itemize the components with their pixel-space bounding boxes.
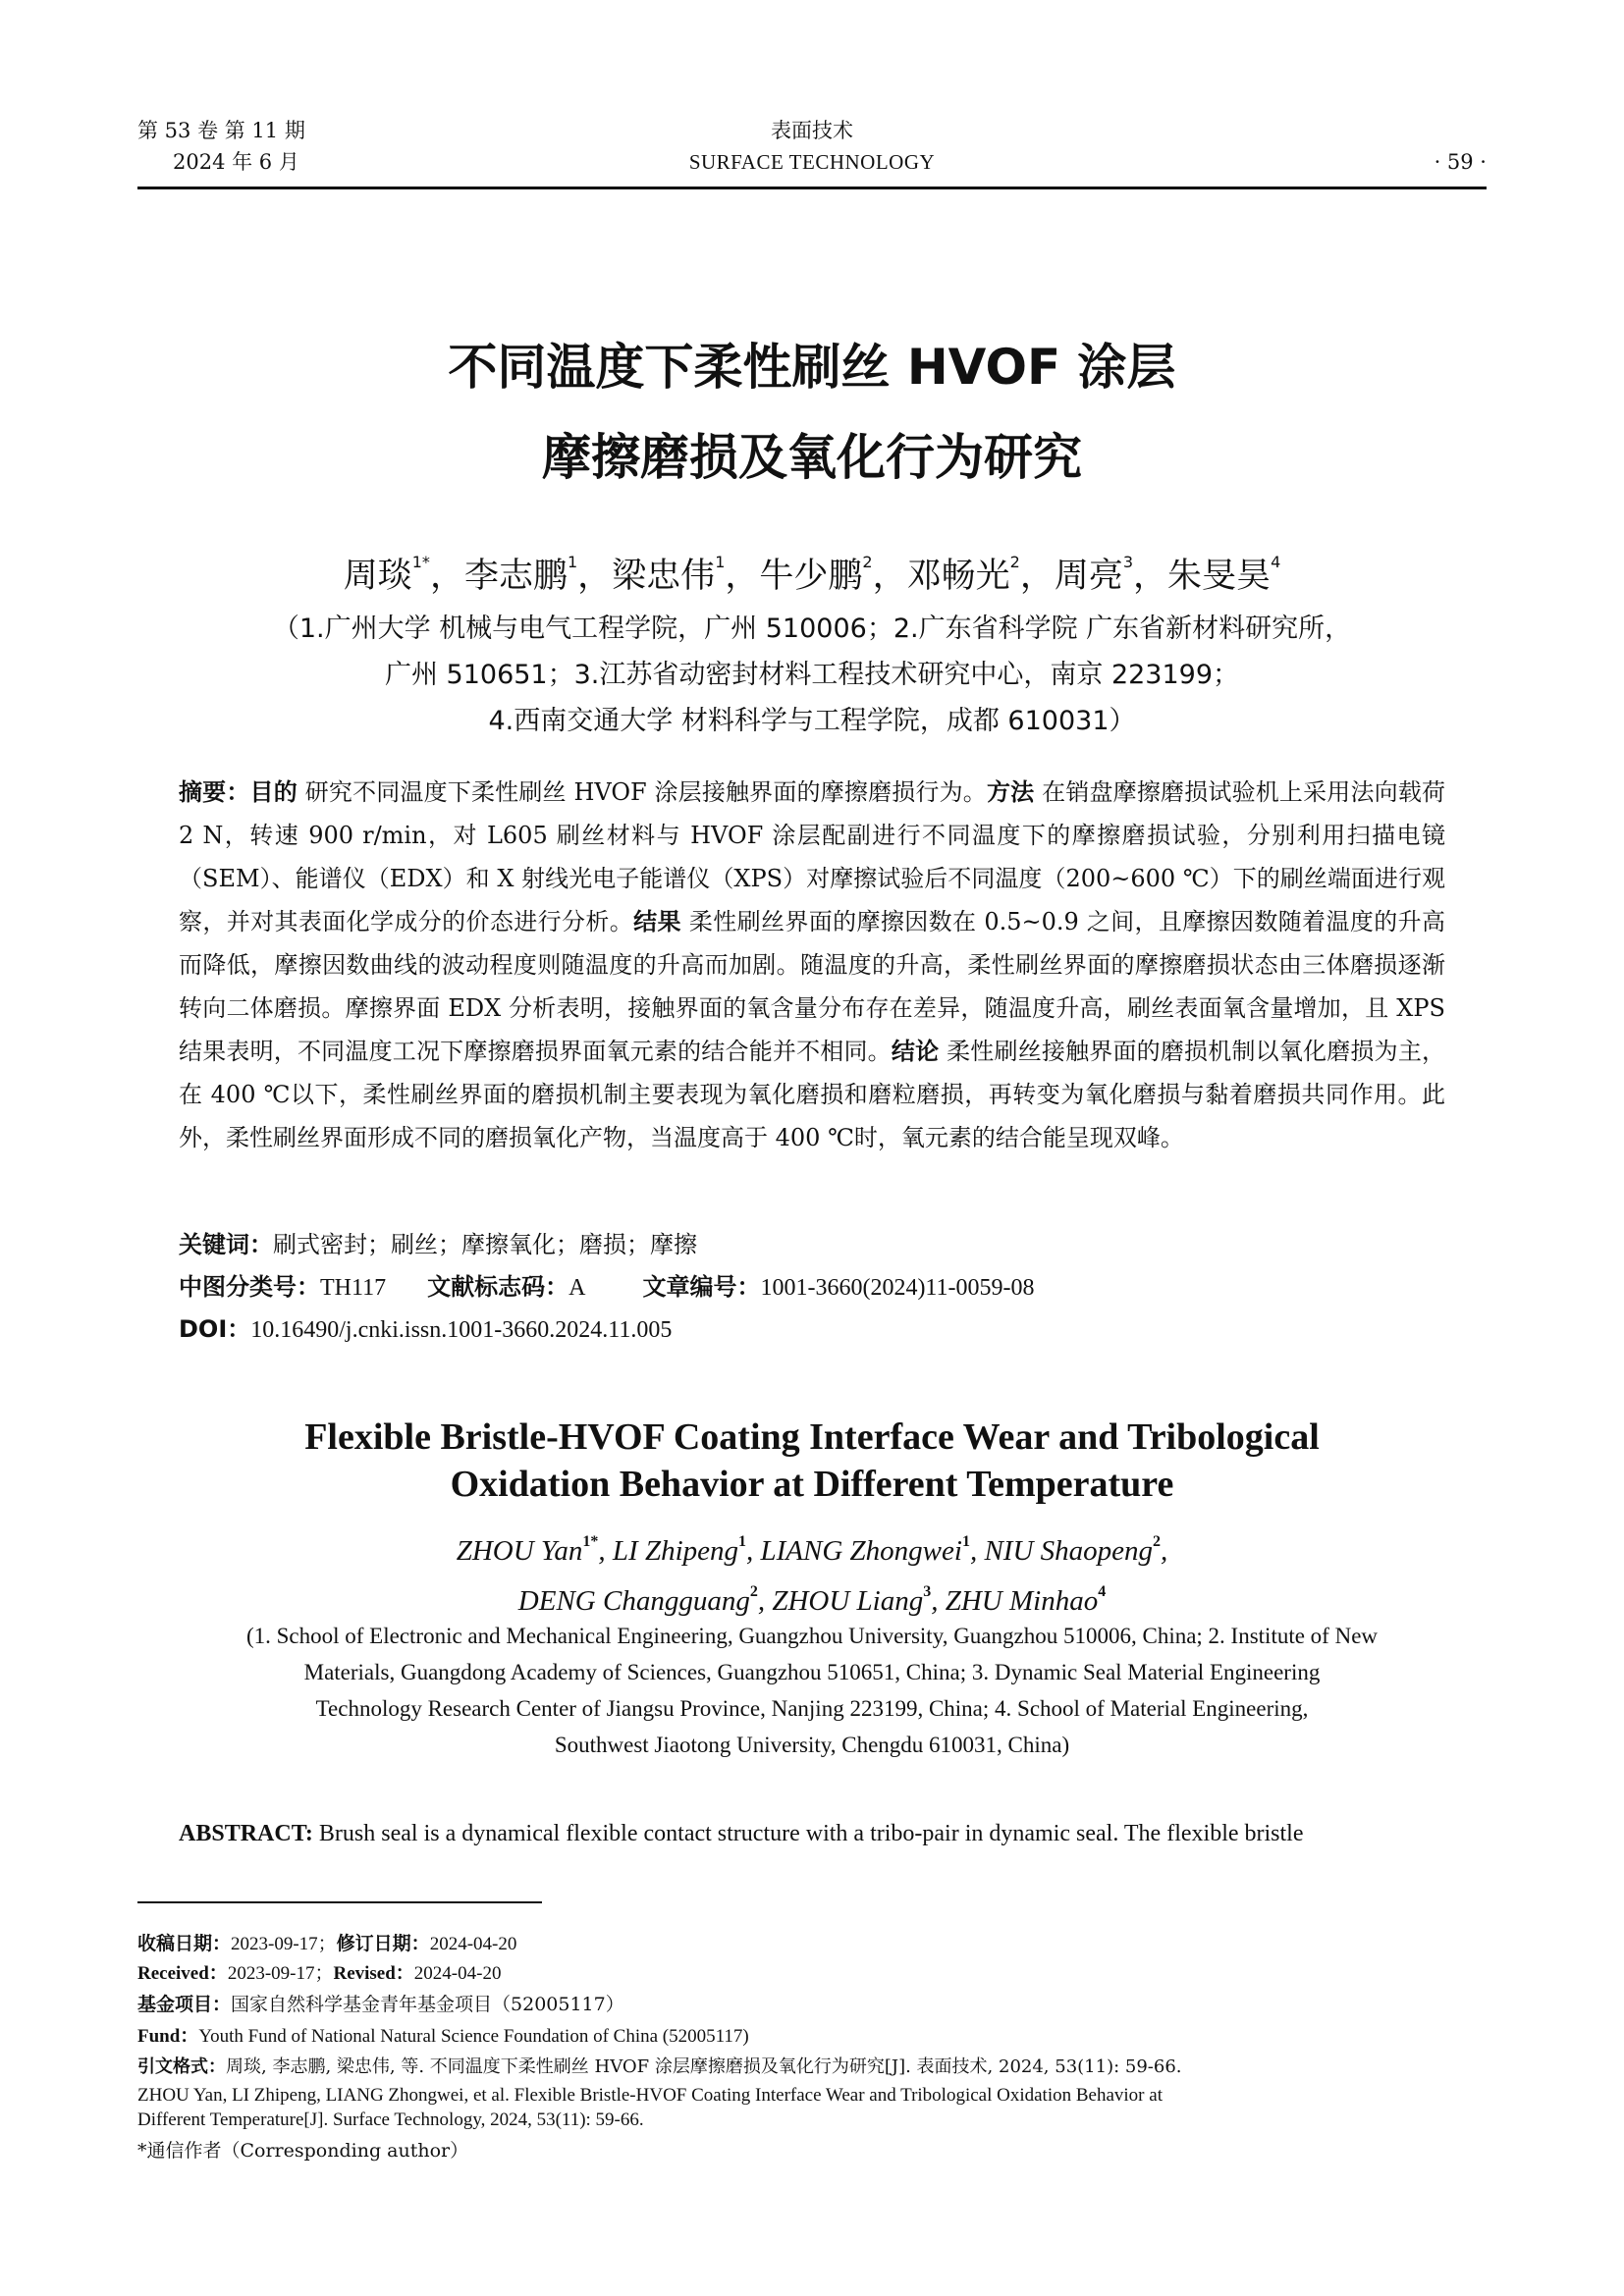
author-cn-name: 梁忠伟 (612, 557, 716, 596)
purpose-text: 研究不同温度下柔性刷丝 HVOF 涂层接触界面的摩擦磨损行为。 (297, 778, 987, 806)
running-header (137, 116, 1487, 194)
author-en-separator: , (1161, 1535, 1168, 1567)
author-cn-separator: ， (429, 557, 464, 596)
citation-en-line-1: ZHOU Yan, LI Zhipeng, LIANG Zhongwei, et al. Flexible Bristle-HVOF Coating Interface Wear and Tribological Oxidation Behavior at (137, 2085, 1163, 2106)
title-cn (0, 322, 1624, 503)
author-en-separator: , (969, 1535, 985, 1567)
citation-cn-text: 周琰, 李志鹏, 梁忠伟, 等. 不同温度下柔性刷丝 HVOF 涂层摩擦磨损及氧化行为研究[J]. 表面技术, 2024, 53(11): 59-66. (226, 2056, 1182, 2077)
conclusion-text: 柔性刷丝接触界面的磨损机制以氧化磨损为主，在 400 ℃以下，柔性刷丝界面的磨损机制主要表现为氧化磨损和磨粒磨损，再转变为氧化磨损与黏着磨损共同作用。此外，柔性刷丝界面形成不同的磨损氧化产物，当温度高于 400 ℃时，氧元素的结合能呈现双峰。 (179, 1038, 1446, 1151)
author-cn-name: 周琰 (343, 557, 412, 596)
title-cn-line-2: 摩擦磨损及氧化行为研究 (542, 429, 1082, 486)
author-en-affiliation-mark: 3 (923, 1583, 932, 1600)
author-cn-name: 李志鹏 (463, 557, 568, 596)
footnote-received-en (137, 1960, 1487, 1987)
doc-code-value: A (568, 1275, 586, 1301)
author-en-affiliation-mark: 1 (961, 1533, 970, 1550)
doi-label: DOI： (179, 1315, 251, 1343)
footnote-fund-cn (137, 1992, 1487, 2018)
authors-cn (0, 538, 1624, 601)
fund-cn-label: 基金项目： (137, 1994, 232, 2015)
author-en-affiliation-mark: 2 (1153, 1533, 1162, 1550)
fund-cn-text: 国家自然科学基金青年基金项目（52005117） (231, 1994, 624, 2015)
abstract-en-text: Brush seal is a dynamical flexible contact structure with a tribo-pair in dynamic seal. The flexible bristle (312, 1821, 1304, 1846)
author-cn-affiliation-mark: 3 (1122, 553, 1134, 571)
doi-link[interactable]: 10.16490/j.cnki.issn.1001-3660.2024.11.005 (250, 1317, 673, 1343)
volume-issue: 第 53 卷 第 11 期 (137, 119, 305, 142)
footnote-fund-en (137, 2023, 1487, 2050)
result-text: 柔性刷丝界面的摩擦因数在 0.5~0.9 之间，且摩擦因数随着温度的升高而降低，摩擦因数曲线的波动程度则随温度的升高而加剧。随温度的升高，柔性刷丝界面的摩擦磨损状态由三体磨损逐渐转向二体磨损。摩擦界面 EDX 分析表明，接触界面的氧含量分布存在差异，随温度升高，刷丝表面氧含量增加，且 XPS 结果表明，不同温度工况下摩擦磨损界面氧元素的结合能并不相同。 (179, 908, 1445, 1065)
keywords-value: 刷式密封；刷丝；摩擦氧化；磨损；摩擦 (273, 1231, 697, 1258)
revised-cn-label: 修订日期： (336, 1933, 430, 1954)
author-en-name: LIANG Zhongwei (760, 1535, 962, 1567)
keywords-cn (179, 1225, 697, 1264)
article-number-label: 文章编号： (642, 1273, 761, 1301)
affiliation-cn-line-1: （1.广州大学 机械与电气工程学院，广州 510006；2.广东省科学院 广东省新材料研究所， (272, 614, 1352, 644)
footnote-received-cn (137, 1931, 1487, 1957)
authors-en (0, 1522, 1624, 1622)
abstract-en-label: ABSTRACT: (179, 1821, 313, 1846)
author-en-name: NIU Shaopeng (984, 1535, 1154, 1567)
affiliation-cn-line-2: 广州 510651；3.江苏省动密封材料工程技术研究中心，南京 223199； (384, 660, 1240, 690)
received-cn-label: 收稿日期： (137, 1933, 232, 1954)
clc-label: 中图分类号： (179, 1273, 320, 1301)
journal-name-cn: 表面技术 (771, 119, 853, 142)
revised-en-date: 2024-04-20 (413, 1963, 502, 1984)
clc-value: TH117 (320, 1275, 387, 1301)
author-cn-affiliation-mark: 1* (411, 553, 430, 571)
author-en-affiliation-mark: 4 (1098, 1583, 1107, 1600)
author-en-affiliation-mark: 1* (582, 1533, 599, 1550)
author-en-separator: , (931, 1585, 946, 1617)
author-cn-separator: ， (872, 557, 907, 596)
affiliation-en-line-4: Southwest Jiaotong University, Chengdu 610031, China) (554, 1733, 1070, 1757)
author-en-name: ZHOU Liang (772, 1585, 924, 1617)
author-cn-affiliation-mark: 1 (715, 553, 726, 571)
result-label: 结果 (633, 908, 681, 935)
citation-en-line-2: Different Temperature[J]. Surface Technology, 2024, 53(11): 59-66. (137, 2109, 644, 2130)
authors-en-line-1 (0, 1522, 1624, 1572)
received-en-label: Received： (137, 1963, 228, 1984)
author-en-name: DENG Changguang (517, 1585, 750, 1617)
title-cn-line-1: 不同温度下柔性刷丝 HVOF 涂层 (448, 339, 1176, 396)
abstract-cn (179, 771, 1445, 1159)
title-en-line-2: Oxidation Behavior at Different Temperature (450, 1464, 1174, 1505)
issue-date: 2024 年 6 月 (173, 150, 299, 174)
authors-en-line-2 (0, 1572, 1624, 1622)
author-cn-separator: ， (577, 557, 613, 596)
fund-en-text: Youth Fund of National Natural Science Foundation of China (52005117) (198, 2026, 749, 2047)
footnote-citation-en (137, 2083, 1487, 2132)
author-cn-affiliation-mark: 2 (862, 553, 873, 571)
footnote-rule (137, 1901, 542, 1903)
abstract-cn-label: 摘要： (179, 778, 250, 806)
conclusion-label: 结论 (891, 1038, 940, 1065)
author-cn-separator: ， (1019, 557, 1055, 596)
author-cn-affiliation-mark: 1 (567, 553, 578, 571)
purpose-label: 目的 (249, 778, 298, 806)
affiliation-en-line-1: (1. School of Electronic and Mechanical Engineering, Guangzhou University, Guangzhou 510006, China; 2. Institute of New (245, 1624, 1379, 1648)
author-en-separator: , (757, 1585, 773, 1617)
affiliations-en (191, 1618, 1433, 1763)
author-cn-separator: ， (1133, 557, 1168, 596)
fund-en-label: Fund： (137, 2026, 199, 2047)
keywords-label: 关键词： (179, 1231, 273, 1258)
title-en (0, 1414, 1624, 1508)
author-cn-name: 朱旻昊 (1167, 557, 1272, 596)
author-cn-affiliation-mark: 4 (1271, 553, 1281, 571)
author-en-name: ZHU Minhao (945, 1585, 1099, 1617)
header-rule (137, 187, 1487, 189)
author-cn-name: 邓畅光 (906, 557, 1010, 596)
affiliations-cn (206, 606, 1418, 744)
method-text: 在销盘摩擦磨损试验机上采用法向载荷 2 N，转速 900 r/min，对 L605 刷丝材料与 HVOF 涂层配副进行不同温度下的摩擦磨损试验，分别利用扫描电镜（SEM）、能谱仪（EDX）和 X 射线光电子能谱仪（XPS）对摩擦试验后不同温度（200~600 ℃）下的刷丝端面进行观察，并对其表面化学成分的价态进行分析。 (179, 778, 1445, 935)
author-cn-name: 牛少鹏 (759, 557, 863, 596)
method-label: 方法 (986, 778, 1035, 806)
citation-label: 引文格式： (137, 2056, 226, 2077)
doi-row (179, 1309, 672, 1350)
footnote-corresponding: *通信作者（Corresponding author） (137, 2140, 469, 2162)
affiliation-en-line-3: Technology Research Center of Jiangsu Province, Nanjing 223199, China; 4. School of Material Engineering, (315, 1696, 1309, 1721)
author-en-name: LI Zhipeng (612, 1535, 738, 1567)
revised-cn-date: 2024-04-20 (429, 1934, 517, 1954)
page-number: · 59 · (1434, 150, 1487, 174)
doc-code-label: 文献标志码： (427, 1273, 569, 1301)
author-cn-affiliation-mark: 2 (1009, 553, 1020, 571)
revised-en-label: Revised： (333, 1963, 414, 1984)
journal-name-en: SURFACE TECHNOLOGY (688, 150, 936, 174)
author-en-name: ZHOU Yan (456, 1535, 583, 1567)
author-en-separator: , (598, 1535, 613, 1567)
author-en-affiliation-mark: 1 (738, 1533, 746, 1550)
affiliation-cn-line-3: 4.西南交通大学 材料科学与工程学院，成都 610031） (488, 706, 1136, 736)
author-en-separator: , (746, 1535, 761, 1567)
classification-row (179, 1267, 1035, 1308)
author-en-affiliation-mark: 2 (749, 1583, 758, 1600)
title-en-line-1: Flexible Bristle-HVOF Coating Interface Wear and Tribological (304, 1416, 1320, 1458)
abstract-en (179, 1816, 1445, 1851)
received-cn-date: 2023-09-17； (231, 1934, 337, 1954)
received-en-date: 2023-09-17； (227, 1963, 334, 1984)
author-cn-name: 周亮 (1054, 557, 1123, 596)
author-cn-separator: ， (725, 557, 760, 596)
footnote-citation-cn (137, 2054, 1487, 2080)
article-number-value: 1001-3660(2024)11-0059-08 (760, 1275, 1035, 1301)
affiliation-en-line-2: Materials, Guangdong Academy of Sciences, Guangzhou 510651, China; 3. Dynamic Seal Material Engineering (303, 1660, 1321, 1684)
